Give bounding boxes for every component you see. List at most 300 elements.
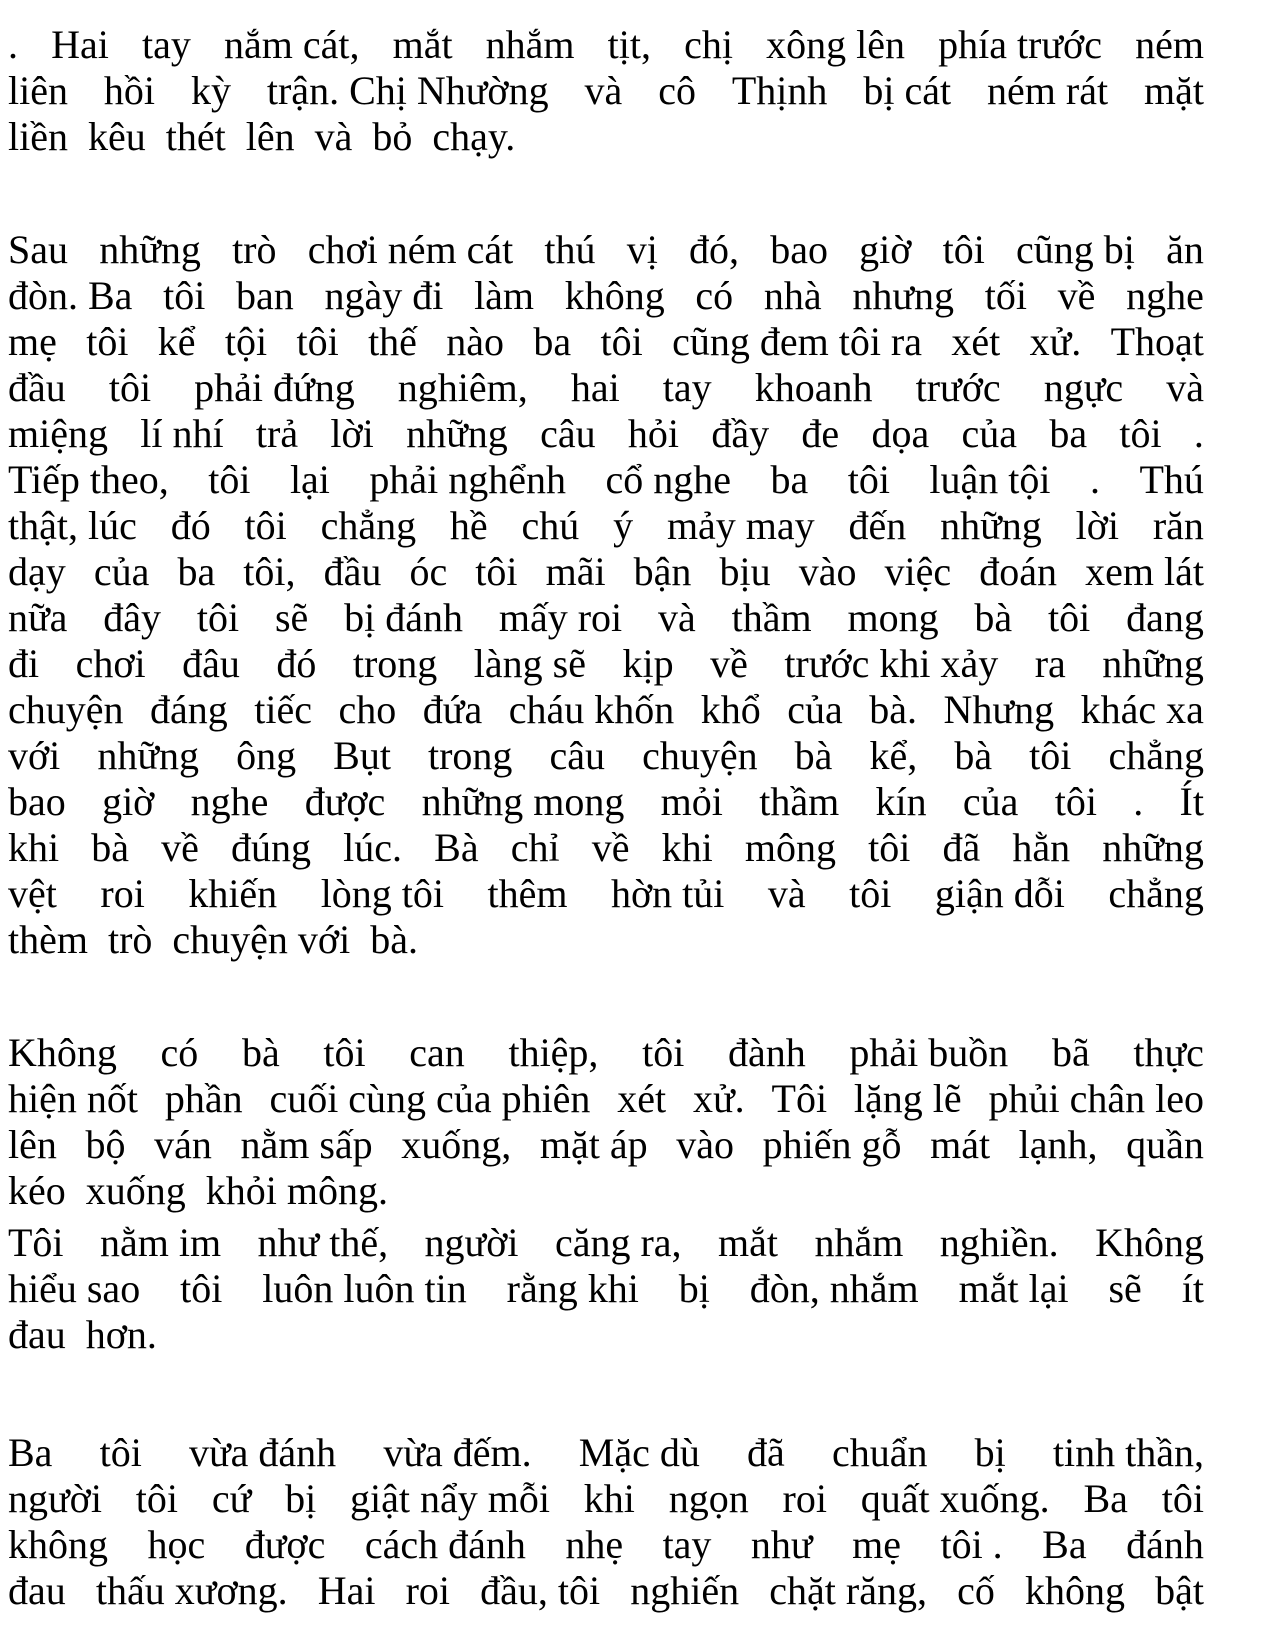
text-word: bị đánh — [344, 595, 464, 640]
text-word: có — [160, 1030, 199, 1075]
paragraph — [8, 227, 1204, 963]
text-word: chặt răng, — [769, 1568, 927, 1613]
text-word: về — [161, 825, 199, 870]
text-word: bận — [633, 549, 692, 594]
text-word: . — [8, 22, 18, 67]
text-line — [8, 1476, 1204, 1522]
text-line — [8, 68, 1204, 114]
text-word: như thế, — [257, 1220, 389, 1265]
text-word: tôi — [108, 365, 152, 410]
text-word: giật nẩy mỗi — [350, 1476, 550, 1521]
text-word: Thịnh — [731, 68, 828, 113]
text-word: của — [93, 549, 150, 594]
text-word: nhẹ — [565, 1522, 624, 1567]
text-word: đúng — [231, 825, 312, 870]
text-word: đó, — [689, 227, 740, 272]
text-word: trò — [232, 227, 277, 272]
text-word: đòn, nhắm — [749, 1266, 919, 1311]
text-word: đòn. Ba — [8, 273, 133, 318]
text-word: quần — [1126, 1122, 1204, 1167]
text-word: Ba — [1083, 1476, 1128, 1521]
text-word: chị — [684, 22, 733, 67]
text-word: nhắm — [485, 22, 575, 67]
text-word: không — [564, 273, 665, 318]
text-word: ba — [177, 549, 216, 594]
text-word: mặt áp — [539, 1122, 648, 1167]
text-word: làng sẽ — [473, 641, 586, 686]
text-word: được — [304, 779, 386, 824]
text-word: tôi — [475, 549, 518, 594]
text-word: Tôi — [8, 1220, 64, 1265]
text-word: bị — [974, 1430, 1006, 1475]
text-word: khoanh — [754, 365, 873, 410]
text-word: hiểu sao — [8, 1266, 141, 1311]
text-word: dạy — [8, 549, 66, 594]
text-word: Không — [1095, 1220, 1204, 1265]
text-word: bị — [285, 1476, 317, 1521]
text-word: trả — [255, 411, 299, 456]
text-word: sẽ — [274, 595, 309, 640]
text-word: người — [8, 1476, 102, 1521]
text-word: tôi — [135, 1476, 178, 1521]
text-word: xét — [951, 319, 1001, 364]
text-word: trong — [352, 641, 438, 686]
text-word: vừa đánh — [188, 1430, 337, 1475]
text-word: làm — [474, 273, 535, 318]
text-word: óc — [409, 549, 448, 594]
text-word: về — [1057, 273, 1096, 318]
text-line — [8, 1220, 1204, 1266]
text-word: ván — [154, 1122, 212, 1167]
text-word: cách đánh — [364, 1522, 526, 1567]
text-line — [8, 641, 1204, 687]
text-word: hai — [570, 365, 620, 410]
text-word: can — [409, 1030, 465, 1075]
text-word: cũng bị — [1016, 227, 1135, 272]
text-word: ban — [236, 273, 294, 318]
text-word: phải đứng — [194, 365, 355, 410]
text-word: tôi . — [940, 1522, 1003, 1567]
text-word: tôi — [642, 1030, 685, 1075]
text-word: bà — [241, 1030, 280, 1075]
text-line — [8, 1568, 1204, 1614]
text-word: học — [147, 1522, 206, 1567]
text-word: phần — [164, 1076, 243, 1121]
text-word: mát — [930, 1122, 991, 1167]
text-word: Không — [8, 1030, 117, 1075]
text-word: đoán — [979, 549, 1058, 594]
text-line — [8, 365, 1204, 411]
text-word: nghiêm, — [397, 365, 528, 410]
text-word: những — [1102, 641, 1204, 686]
text-word: đi — [8, 641, 40, 686]
text-word: mắt lại — [958, 1266, 1069, 1311]
text-word: kín — [875, 779, 927, 824]
text-word: tôi — [868, 825, 911, 870]
text-word: luận tội — [929, 457, 1051, 502]
text-word: tiếc — [254, 687, 313, 732]
text-word: bà — [794, 733, 833, 778]
text-word: chuẩn — [831, 1430, 928, 1475]
text-word: cuối cùng của phiên — [269, 1076, 591, 1121]
text-word: xuống — [85, 1168, 186, 1213]
text-word: tôi — [208, 457, 251, 502]
text-word: kể, — [869, 733, 918, 778]
text-word: Mặc dù — [578, 1430, 700, 1475]
text-word: tôi — [196, 595, 240, 640]
text-word: lòng tôi — [320, 871, 445, 916]
text-line — [8, 319, 1204, 365]
text-word: giận dỗi — [934, 871, 1065, 916]
text-word: thiệp, — [508, 1030, 599, 1075]
text-word: nghiền. — [939, 1220, 1059, 1265]
text-word: Tiếp theo, — [8, 457, 169, 502]
text-word: ông — [236, 733, 297, 778]
text-word: xem lát — [1085, 549, 1204, 594]
text-word: nghiến — [630, 1568, 740, 1613]
text-word: liên — [8, 68, 68, 113]
text-word: giờ — [859, 227, 912, 272]
text-word: thèm — [8, 917, 88, 962]
text-word: Ít — [1179, 779, 1204, 824]
text-word: mãi — [545, 549, 606, 594]
text-word: kêu — [87, 114, 146, 159]
text-word: khi — [8, 825, 60, 870]
text-word: nằm sấp — [240, 1122, 373, 1167]
text-word: ba — [533, 319, 572, 364]
text-word: những — [97, 733, 200, 778]
text-word: tôi — [163, 273, 206, 318]
text-word: không — [1025, 1568, 1125, 1613]
text-word: người — [424, 1220, 519, 1265]
text-word: roi — [782, 1476, 827, 1521]
text-word: nằm im — [100, 1220, 222, 1265]
text-word: bộ — [85, 1122, 126, 1167]
text-word: tối — [984, 273, 1027, 318]
text-word: . — [1133, 779, 1144, 824]
text-word: lí nhí — [140, 411, 224, 456]
text-word: câu — [540, 411, 596, 456]
text-word: đã — [747, 1430, 785, 1475]
text-word: phải buồn — [849, 1030, 1009, 1075]
text-word: kể — [157, 319, 196, 364]
text-word: bỏ — [372, 114, 413, 159]
text-word: răn — [1152, 503, 1204, 548]
text-word: vệt — [8, 871, 57, 916]
text-word: khiến — [188, 871, 278, 916]
text-line — [8, 595, 1204, 641]
text-word: có — [695, 273, 734, 318]
text-word: giờ — [102, 779, 155, 824]
text-word: đau — [8, 1568, 66, 1613]
text-word: mấy roi — [498, 595, 623, 640]
text-word: sẽ — [1108, 1266, 1142, 1311]
text-word: tịt, — [607, 22, 651, 67]
text-word: kéo — [8, 1168, 66, 1213]
text-word: những — [940, 503, 1042, 548]
text-word: Bà — [434, 825, 479, 870]
text-word: thêm — [487, 871, 568, 916]
text-word: Bụt — [333, 733, 391, 778]
text-word: nhưng — [852, 273, 955, 318]
text-word: kịp — [622, 641, 674, 686]
text-line — [8, 871, 1204, 917]
text-word: chạy. — [432, 114, 516, 159]
paragraph — [8, 1030, 1204, 1214]
text-line — [8, 733, 1204, 779]
text-word: hiện nốt — [8, 1076, 138, 1121]
text-word: vào — [798, 549, 857, 594]
text-word: phiến gỗ — [762, 1122, 902, 1167]
text-word: Nhưng — [943, 687, 1055, 732]
text-word: nghe — [1126, 273, 1204, 318]
text-line — [8, 917, 1204, 963]
text-word: lặng lẽ — [853, 1076, 962, 1121]
text-word: tôi — [296, 319, 339, 364]
text-line — [8, 1522, 1204, 1568]
text-word: và — [584, 68, 623, 113]
text-word: nắm cát, — [223, 22, 360, 67]
text-word: chơi ném cát — [307, 227, 514, 272]
text-line — [8, 1122, 1204, 1168]
text-word: bà. — [869, 687, 918, 732]
text-word: đó — [170, 503, 211, 548]
text-word: Hai — [51, 22, 109, 67]
text-word: và — [767, 871, 806, 916]
text-line — [8, 22, 1204, 68]
text-word: của — [962, 779, 1019, 824]
text-word: tôi — [180, 1266, 223, 1311]
text-line — [8, 1076, 1204, 1122]
text-word: hỏi — [627, 411, 680, 456]
text-word: hề — [449, 503, 488, 548]
text-word: chẳng — [1108, 733, 1204, 778]
paragraph — [8, 1220, 1204, 1358]
text-word: tinh thần, — [1052, 1430, 1204, 1475]
text-word: tôi — [942, 227, 985, 272]
text-line — [8, 1168, 1204, 1214]
text-word: chẳng — [1108, 871, 1204, 916]
text-word: Thoạt — [1110, 319, 1204, 364]
text-word: vừa đếm. — [383, 1430, 532, 1475]
text-block — [8, 0, 1204, 1614]
text-word: tôi — [244, 503, 287, 548]
text-word: hơn. — [85, 1312, 157, 1357]
text-word: được — [244, 1522, 326, 1567]
text-word: tôi — [86, 319, 129, 364]
text-word: nhà — [763, 273, 822, 318]
text-word: trận. Chị Nhường — [266, 68, 549, 113]
text-word: đành — [727, 1030, 806, 1075]
text-word: chú — [521, 503, 580, 548]
text-word: của — [787, 687, 843, 732]
text-word: câu — [549, 733, 606, 778]
text-word: của — [961, 411, 1018, 456]
text-line — [8, 779, 1204, 825]
text-word: tay — [662, 1522, 712, 1567]
text-word: Tôi — [771, 1076, 828, 1121]
text-word: ngày đi — [324, 273, 444, 318]
text-word: dọa — [871, 411, 930, 456]
text-word: căng ra, — [554, 1220, 682, 1265]
text-line — [8, 503, 1204, 549]
text-word: không — [8, 1522, 108, 1567]
text-word: tôi — [323, 1030, 366, 1075]
text-word: hờn tủi — [611, 871, 725, 916]
text-word: mắt — [392, 22, 453, 67]
text-word: bị cát — [863, 68, 952, 113]
text-word: hằn — [1012, 825, 1071, 870]
text-word: đứa — [422, 687, 483, 732]
text-line — [8, 1430, 1204, 1476]
text-word: cháu khốn — [508, 687, 675, 732]
text-word: khỏi mông. — [205, 1168, 388, 1213]
text-word: bao — [8, 779, 66, 824]
text-word: đầu — [8, 365, 66, 410]
text-word: những — [406, 411, 508, 456]
text-word: thấu xương. — [95, 1568, 288, 1613]
text-word: roi — [100, 871, 145, 916]
text-word: ý — [613, 503, 634, 548]
text-word: bật — [1155, 1568, 1204, 1613]
text-word: ném — [1135, 22, 1204, 67]
text-word: cổ nghe — [605, 457, 731, 502]
text-word: nhắm — [814, 1220, 904, 1265]
text-word: cứ — [211, 1476, 252, 1521]
text-word: bao — [770, 227, 828, 272]
text-word: những — [99, 227, 201, 272]
text-word: lên — [8, 1122, 57, 1167]
text-word: tôi — [1048, 595, 1091, 640]
text-line — [8, 411, 1204, 457]
text-word: trước khi xảy — [784, 641, 999, 686]
text-word: quất xuống. — [860, 1476, 1050, 1521]
text-word: khác xa — [1080, 687, 1204, 732]
text-word: liền — [8, 114, 68, 159]
text-word: thú — [544, 227, 596, 272]
text-word: vị — [626, 227, 658, 272]
text-word: và — [314, 114, 353, 159]
text-word: ba — [770, 457, 809, 502]
text-word: lên — [245, 114, 295, 159]
text-word: miệng — [8, 411, 108, 456]
text-word: chơi — [75, 641, 146, 686]
text-word: tôi — [99, 1430, 142, 1475]
text-word: xuống, — [401, 1122, 512, 1167]
text-word: phải nghểnh — [369, 457, 567, 502]
text-word: cô — [658, 68, 696, 113]
text-word: và — [658, 595, 696, 640]
text-word: đang — [1126, 595, 1204, 640]
text-word: thầm — [731, 595, 812, 640]
text-word: vào — [676, 1122, 734, 1167]
text-word: với — [8, 733, 61, 778]
text-word: và — [1166, 365, 1204, 410]
text-word: tôi — [1161, 1476, 1204, 1521]
text-word: lạnh, — [1018, 1122, 1098, 1167]
text-word: mẹ — [852, 1522, 901, 1567]
text-line — [8, 273, 1204, 319]
text-word: mẹ — [8, 319, 57, 364]
text-word: bị — [678, 1266, 710, 1311]
text-line — [8, 825, 1204, 871]
text-word: mỏi — [660, 779, 723, 824]
text-line — [8, 1266, 1204, 1312]
text-word: bà — [91, 825, 130, 870]
text-word: xét — [617, 1076, 667, 1121]
text-word: xử. — [693, 1076, 745, 1121]
text-word: lại — [289, 457, 330, 502]
text-word: mặt — [1143, 68, 1204, 113]
text-word: bã — [1051, 1030, 1090, 1075]
text-word: tôi — [600, 319, 643, 364]
text-word: tôi, — [243, 549, 296, 594]
text-word: lời — [330, 411, 374, 456]
text-word: những mong — [421, 779, 625, 824]
text-word: tôi — [1054, 779, 1097, 824]
text-word: chẳng — [320, 503, 417, 548]
text-word: xông lên — [766, 22, 905, 67]
text-word: mông — [744, 825, 836, 870]
text-word: ra — [1034, 641, 1066, 686]
text-word: tôi — [1029, 733, 1072, 778]
text-word: về — [591, 825, 630, 870]
text-word: đe — [801, 411, 840, 456]
text-word: đó — [276, 641, 317, 686]
text-word: . — [1193, 411, 1204, 456]
text-line — [8, 457, 1204, 503]
text-word: đã — [942, 825, 981, 870]
text-word: đâu — [182, 641, 240, 686]
text-word: thật, lúc — [8, 503, 137, 548]
text-word: thầm — [759, 779, 840, 824]
text-word: hồi — [103, 68, 156, 113]
text-word: như — [750, 1522, 813, 1567]
text-line — [8, 227, 1204, 273]
text-word: tôi — [1119, 411, 1162, 456]
text-word: bà — [974, 595, 1013, 640]
text-word: mong — [847, 595, 939, 640]
text-word: Ba — [1042, 1522, 1087, 1567]
text-word: thét — [165, 114, 226, 159]
text-word: . — [1089, 457, 1100, 502]
text-word: trước — [915, 365, 1001, 410]
text-word: trong — [428, 733, 513, 778]
text-line — [8, 1312, 1204, 1358]
text-word: khi — [583, 1476, 635, 1521]
text-word: Hai — [317, 1568, 376, 1613]
text-word: đầu, tôi — [480, 1568, 601, 1613]
paragraph — [8, 22, 1204, 160]
text-word: ít — [1181, 1266, 1204, 1311]
text-word: ba — [1049, 411, 1088, 456]
paragraph — [8, 1430, 1204, 1614]
text-word: đầy — [711, 411, 770, 456]
text-word: nào — [446, 319, 505, 364]
text-word: chuyện với — [172, 917, 351, 962]
text-word: tội — [224, 319, 268, 364]
text-word: bà. — [370, 917, 418, 962]
text-word: phủi chân leo — [988, 1076, 1204, 1121]
text-word: đến — [848, 503, 907, 548]
text-word: trò — [107, 917, 153, 962]
text-word: thực — [1133, 1030, 1204, 1075]
text-word: cố — [957, 1568, 995, 1613]
text-word: mắt — [718, 1220, 778, 1265]
text-word: bịu — [719, 549, 771, 594]
text-word: ngực — [1043, 365, 1124, 410]
text-word: Ba — [8, 1430, 53, 1475]
